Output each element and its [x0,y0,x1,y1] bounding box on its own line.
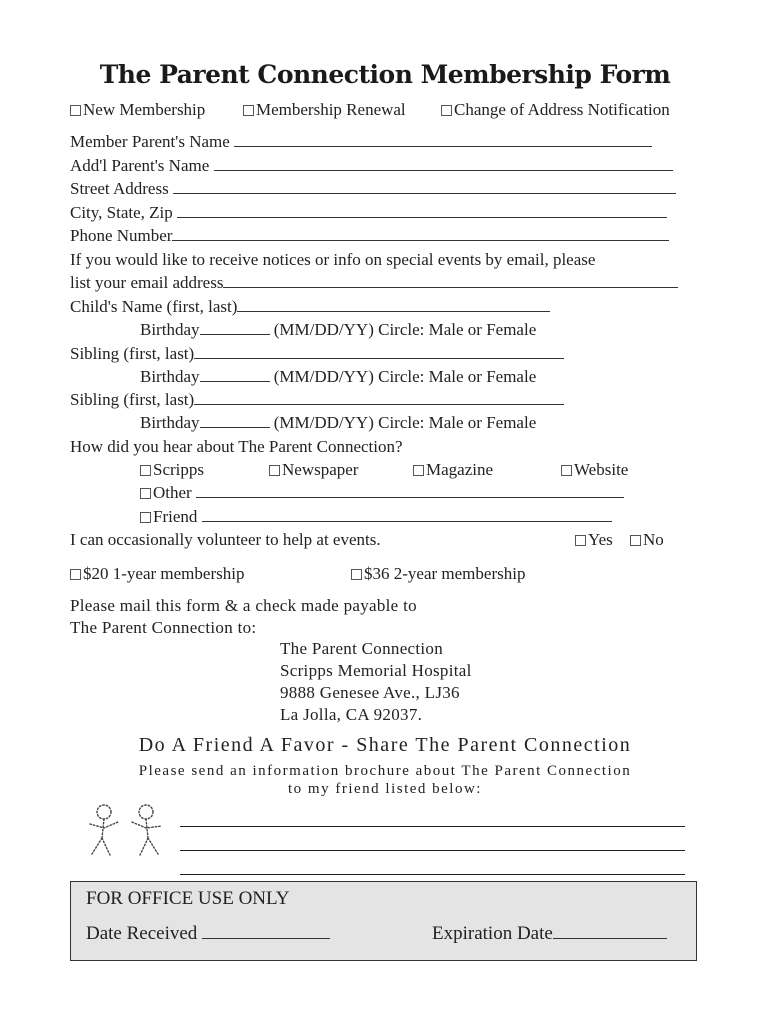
sibling-name-field [70,390,564,410]
mailing-address-line: La Jolla, CA 92037. [280,705,423,724]
checkbox-scripps[interactable] [140,460,204,480]
birthday-line[interactable] [200,367,270,382]
checkbox-box[interactable] [575,535,586,546]
street-address-line[interactable] [173,179,676,194]
checkbox-two-year[interactable] [351,564,525,584]
checkbox-magazine[interactable] [413,460,493,480]
checkbox-other[interactable] [140,483,624,503]
office-use-heading: FOR OFFICE USE ONLY [86,888,290,909]
member-parent-name-field [70,132,652,152]
checkbox-friend[interactable] [140,507,612,527]
checkbox-label: Magazine [426,460,494,479]
field-label: Sibling (first, last) [70,390,195,409]
checkbox-box[interactable] [70,105,81,116]
checkbox-volunteer-no[interactable] [630,530,664,550]
phone-number-field [70,226,669,246]
email-line[interactable] [223,273,678,288]
sibling-birthday-field [140,413,536,433]
checkbox-box[interactable] [140,488,151,499]
mailing-address-line: The Parent Connection [280,639,444,658]
field-label: list your email address [70,273,224,292]
friend-address-line[interactable] [180,850,685,851]
checkbox-label: Friend [153,507,198,526]
field-label: Child's Name (first, last) [70,297,238,316]
checkbox-one-year[interactable] [70,564,244,584]
addl-parent-name-line[interactable] [214,156,673,171]
phone-number-line[interactable] [172,226,669,241]
mailing-address-line: Scripps Memorial Hospital [280,661,472,680]
checkbox-label: Change of Address Notification [454,100,670,119]
sibling-birthday-field [140,367,536,387]
checkbox-newspaper[interactable] [269,460,358,480]
birthday-format-note: (MM/DD/YY) Circle: Male or Female [273,367,537,386]
field-label: Birthday [140,413,200,432]
field-label: City, State, Zip [70,203,173,222]
birthday-format-note: (MM/DD/YY) Circle: Male or Female [273,320,537,339]
field-label: Sibling (first, last) [70,344,195,363]
hear-about-question: How did you hear about The Parent Connection? [70,437,403,456]
checkbox-website[interactable] [561,460,628,480]
promo-title: Do A Friend A Favor - Share The Parent Connection [138,734,632,756]
birthday-format-note: (MM/DD/YY) Circle: Male or Female [273,413,537,432]
checkbox-box[interactable] [561,465,572,476]
promo-subtitle-line2: to my friend listed below: [288,781,482,797]
child-birthday-field [140,320,536,340]
office-use-box [70,881,697,961]
mailing-address-line: 9888 Genesee Ave., LJ36 [280,683,460,702]
children-illustration-icon [82,800,172,862]
form-title: The Parent Connection Membership Form [99,60,671,89]
checkbox-label: Yes [588,530,613,549]
friend-line[interactable] [202,507,612,522]
checkbox-membership-renewal[interactable] [243,100,406,120]
field-label: Expiration Date [432,923,553,944]
email-field [70,273,678,293]
birthday-line[interactable] [200,320,270,335]
other-line[interactable] [196,483,624,498]
checkbox-box[interactable] [140,465,151,476]
birthday-line[interactable] [200,413,270,428]
checkbox-new-membership[interactable] [70,100,205,120]
checkbox-box[interactable] [269,465,280,476]
checkbox-label: New Membership [83,100,206,119]
friend-address-line[interactable] [180,826,685,827]
mail-instructions-line1: Please mail this form & a check made payable to [70,596,417,615]
street-address-field [70,179,676,199]
field-label: Date Received [86,923,198,944]
field-label: Add'l Parent's Name [70,156,210,175]
checkbox-label: Scripps [153,460,204,479]
field-label: Birthday [140,320,200,339]
checkbox-box[interactable] [413,465,424,476]
checkbox-box[interactable] [140,512,151,523]
checkbox-label: Membership Renewal [256,100,406,119]
sibling-name-line[interactable] [194,390,564,405]
field-label: Phone Number [70,226,173,245]
checkbox-label: Newspaper [282,460,359,479]
checkbox-box[interactable] [441,105,452,116]
sibling-name-field [70,344,564,364]
field-label: Birthday [140,367,200,386]
promo-subtitle-line1: Please send an information brochure about The Parent Connection [138,763,632,779]
checkbox-label: Website [574,460,629,479]
child-name-field [70,297,550,317]
expiration-date-line[interactable] [553,922,667,939]
checkbox-label: No [643,530,664,549]
checkbox-label: Other [153,483,192,502]
field-label: Street Address [70,179,169,198]
checkbox-box[interactable] [630,535,641,546]
checkbox-box[interactable] [351,569,362,580]
sibling-name-line[interactable] [194,344,564,359]
expiration-date-field [432,922,667,945]
date-received-field [86,922,330,945]
checkbox-label: $20 1-year membership [83,564,245,583]
date-received-line[interactable] [202,922,330,939]
field-label: Member Parent's Name [70,132,230,151]
checkbox-volunteer-yes[interactable] [575,530,613,550]
member-parent-name-line[interactable] [234,132,652,147]
checkbox-box[interactable] [243,105,254,116]
checkbox-label: $36 2-year membership [364,564,526,583]
friend-address-line[interactable] [180,874,685,875]
checkbox-box[interactable] [70,569,81,580]
city-state-zip-line[interactable] [177,203,667,218]
city-state-zip-field [70,203,667,223]
checkbox-change-of-address[interactable] [441,100,670,120]
addl-parent-name-field [70,156,673,176]
mail-instructions-line2: The Parent Connection to: [70,618,257,637]
volunteer-question: I can occasionally volunteer to help at events. [70,530,381,549]
email-note: If you would like to receive notices or info on special events by email, please [70,250,596,269]
child-name-line[interactable] [237,297,550,312]
